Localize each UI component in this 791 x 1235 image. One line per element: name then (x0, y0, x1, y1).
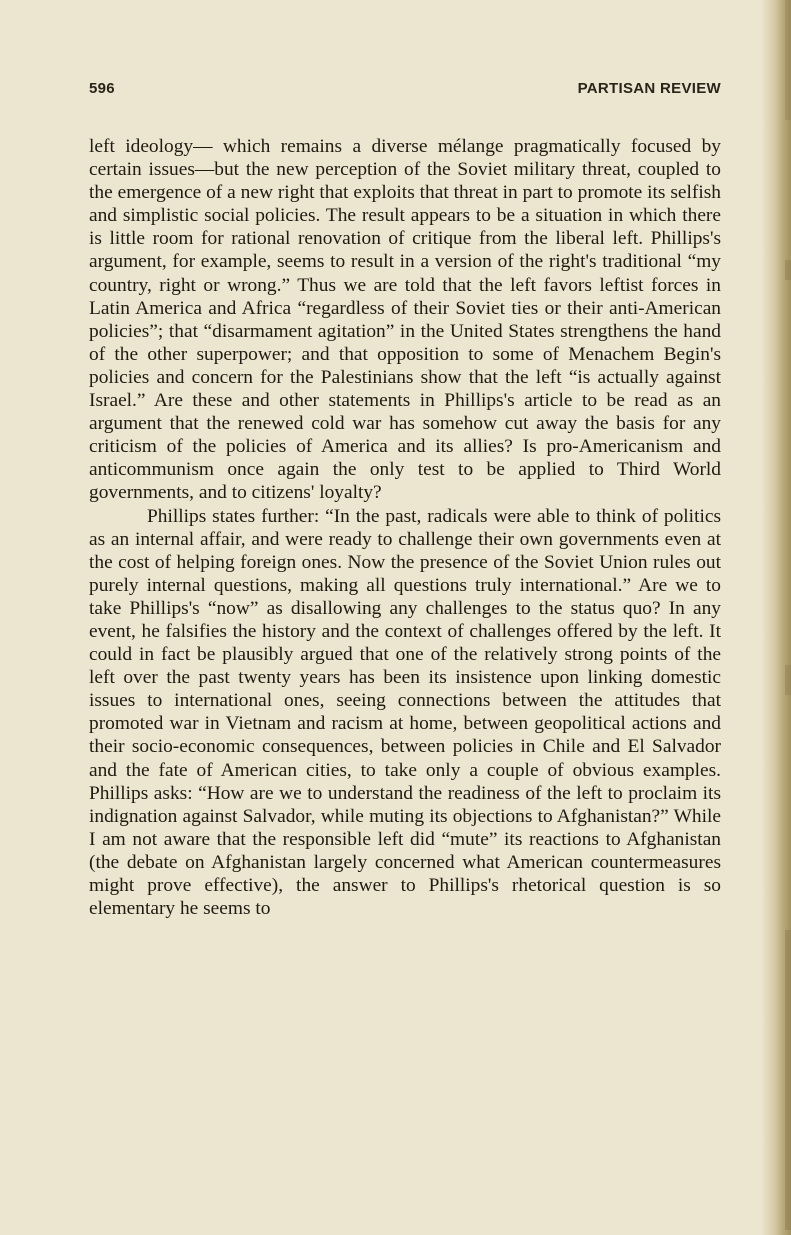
paragraph: Phillips states further: “In the past, radicals were able to think of politics as an internal affair, and were ready to challenge their own governments even at the cost of helping foreign ones. Now the presence of the Soviet Union rules out purely internal questions, making all questions truly international.” Are we to take Phillips's “now” as disallowing any challenges to the status quo? In any event, he falsifies the history and the context of challenges offered by the left. It could in fact be plausibly argued that one of the relatively strong points of the left over the past twenty years has been its insistence upon linking domestic issues to international ones, seeing connections between the attitudes that promoted war in Vietnam and racism at home, between geopolitical actions and their socio-economic consequences, between policies in Chile and El Salvador and the fate of American cities, to take only a couple of obvious examples. Phillips asks: “How are we to understand the readiness of the left to proclaim its indignation against Salvador, while muting its objections to Afghanistan?” While I am not aware that the responsible left did “mute” its reactions to Afghanistan (the debate on Afghanistan largely concerned what American countermeasures might prove effective), the answer to Phillips's rhetorical question is so elementary he seems to (89, 505, 721, 920)
page-edge-mark (785, 0, 791, 120)
page-edge-mark (785, 665, 791, 695)
page-edge-mark (785, 260, 791, 280)
page-edge-mark (785, 930, 791, 1230)
article-body (89, 135, 721, 920)
running-head (89, 80, 721, 100)
journal-title: PARTISAN REVIEW (577, 80, 721, 97)
paragraph: left ideology— which remains a diverse mélange pragmatically focused by certain issues—but the new perception of the Soviet military threat, coupled to the emergence of a new right that exploits that threat in part to promote its selfish and simplistic social policies. The result appears to be a situation in which there is little room for rational renovation of critique from the liberal left. Phillips's argument, for example, seems to result in a version of the right's traditional “my country, right or wrong.” Thus we are told that the left favors leftist forces in Latin America and Africa “regardless of their Soviet ties or their anti-American policies”; that “disarmament agitation” in the United States strengthens the hand of the other superpower; and that opposition to some of Menachem Begin's policies and concern for the Palestinians show that the left “is actually against Israel.” Are these and other statements in Phillips's article to be read as an argument that the renewed cold war has somehow cut away the basis for any criticism of the policies of America and its allies? Is pro-Americanism and anticommunism once again the only test to be applied to Third World governments, and to citizens' loyalty? (89, 136, 721, 504)
page-number: 596 (89, 80, 115, 97)
